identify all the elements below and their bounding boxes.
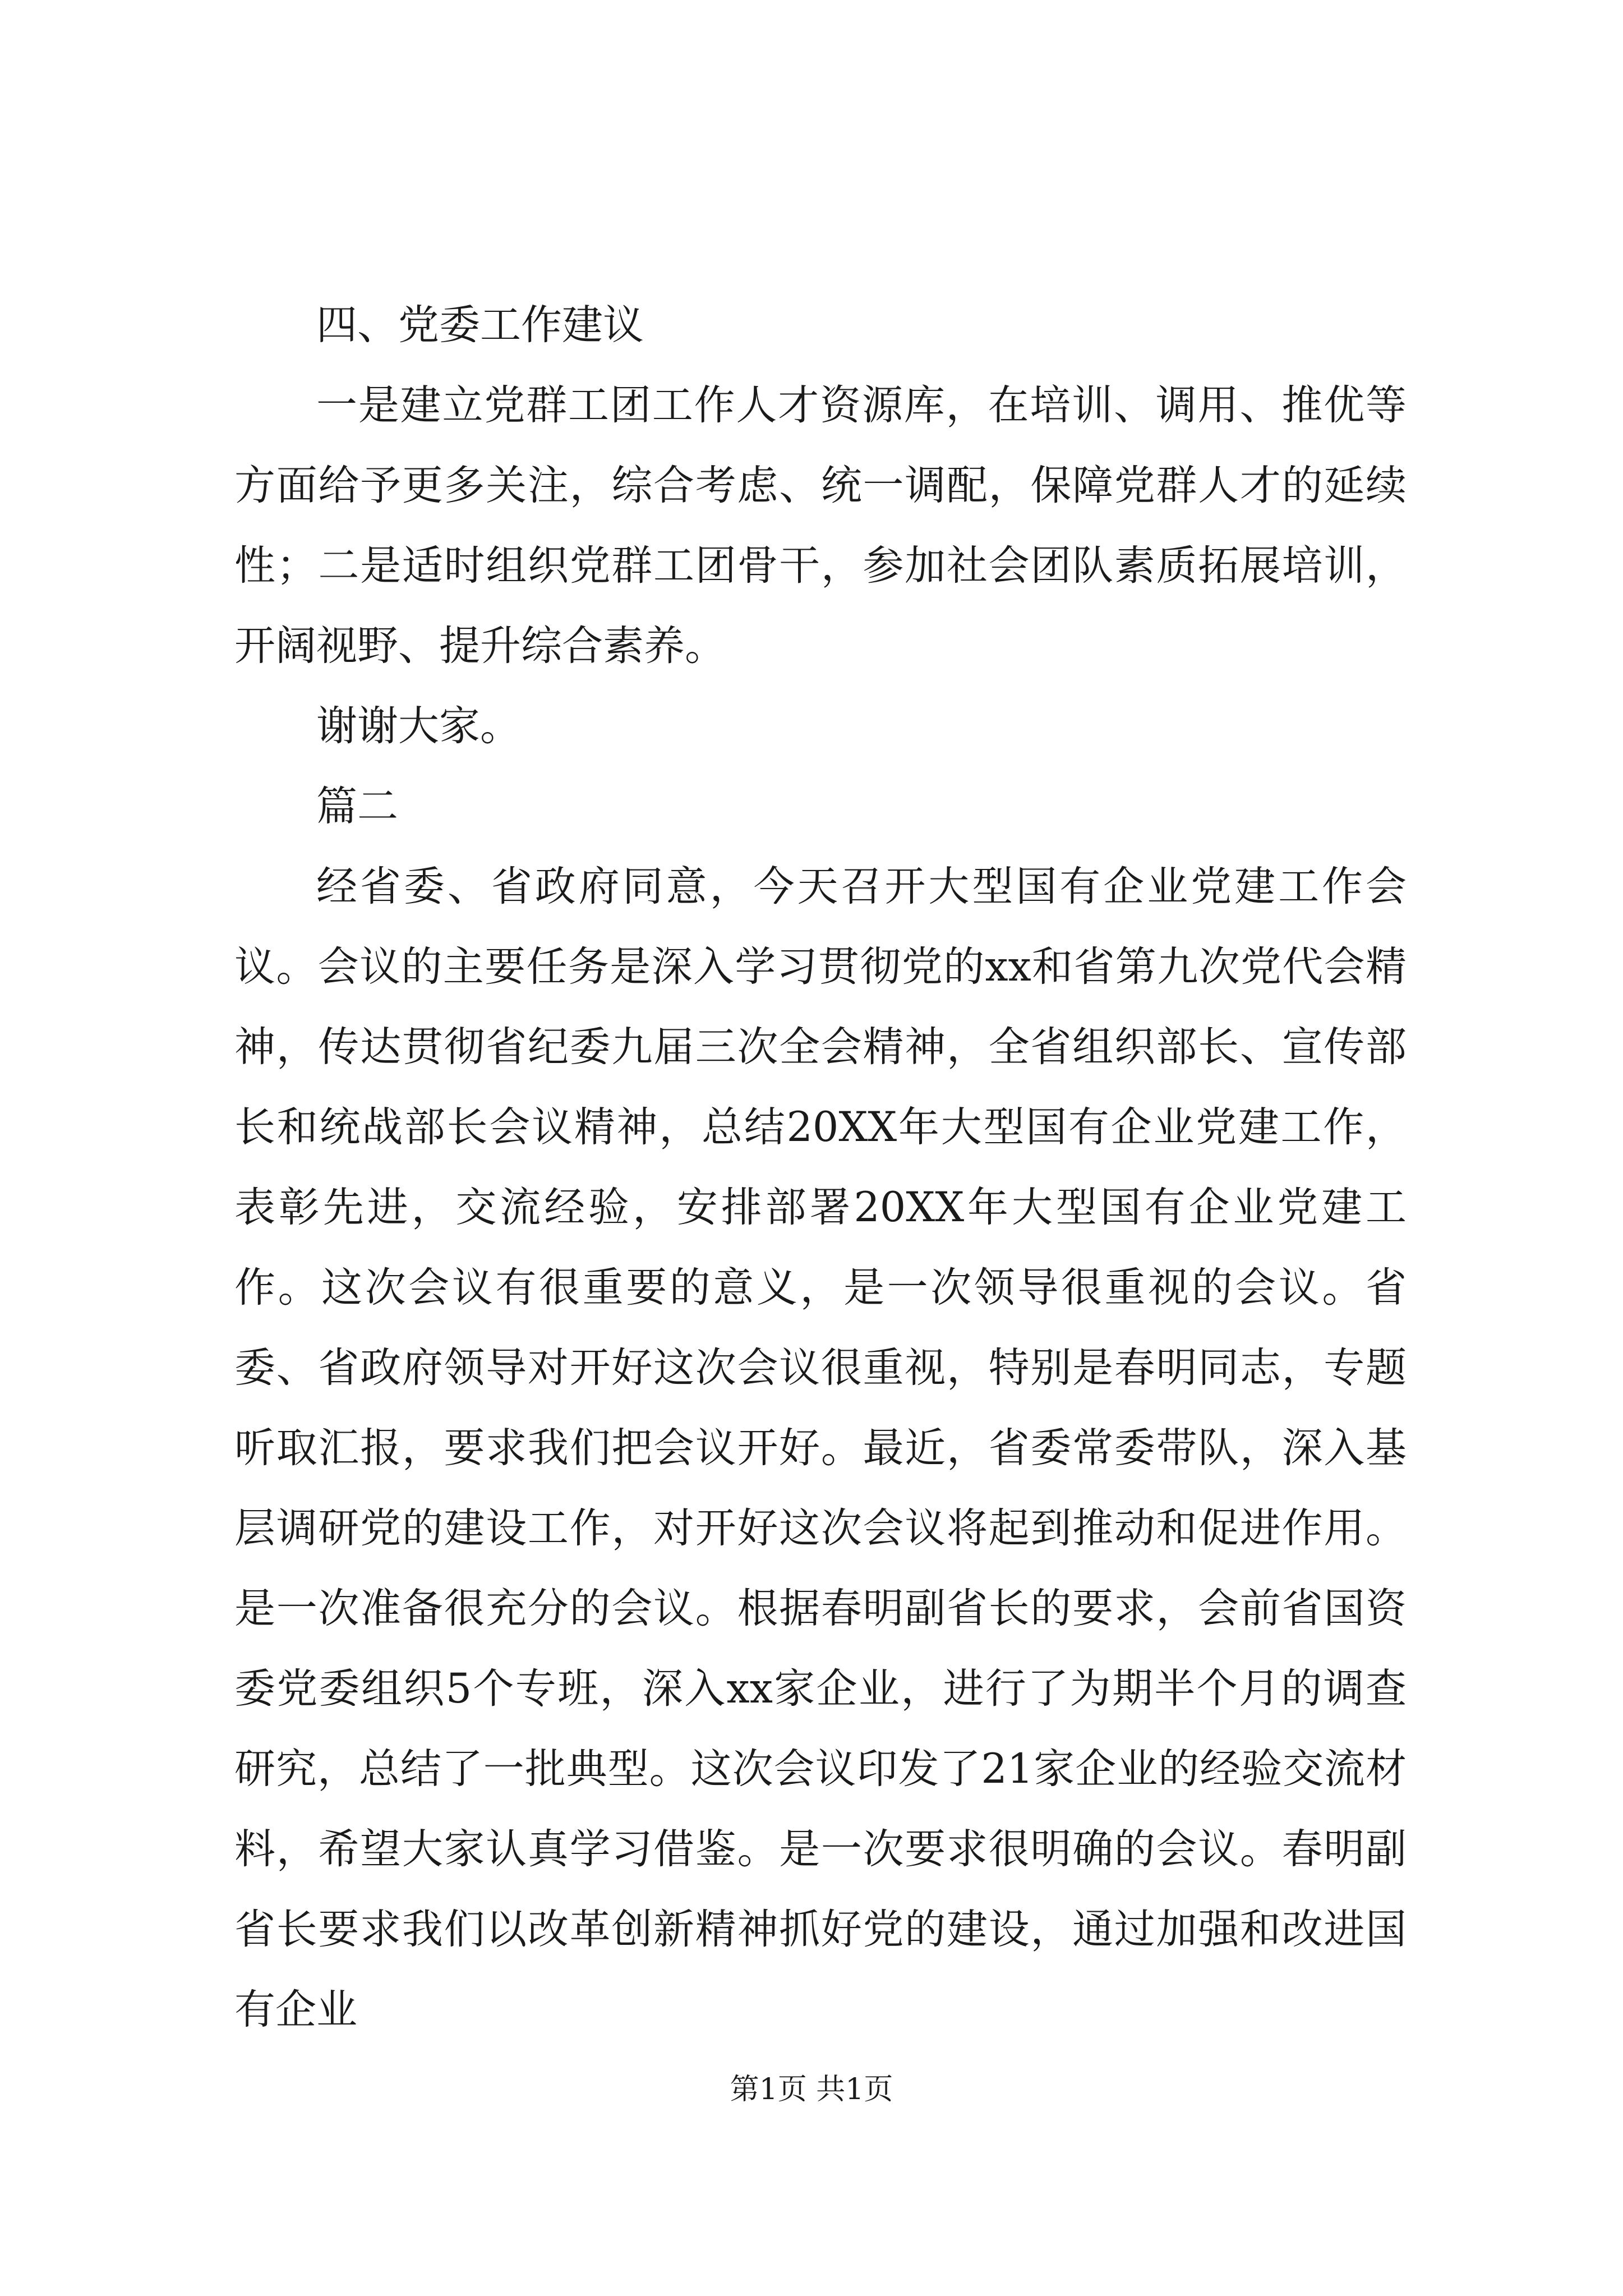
body-paragraph: 一是建立党群工团工作人才资源库，在培训、调用、推优等方面给予更多关注，综合考虑、统一调配，保障党群人才的延续性；二是适时组织党群工团骨干，参加社会团队素质拓展培训，开阔视野、提升综合素养。 bbox=[234, 381, 1407, 670]
document-body bbox=[234, 285, 1407, 2050]
section-heading: 四、党委工作建议 bbox=[316, 301, 644, 349]
body-paragraph: 经省委、省政府同意，今天召开大型国有企业党建工作会议。会议的主要任务是深入学习贯彻党的xx和省第九次党代会精神，传达贯彻省纪委九届三次全会精神，全省组织部长、宣传部长和统战部长会议精神，总结20XX年大型国有企业党建工作，表彰先进，交流经验，安排部署20XX年大型国有企业党建工作。这次会议有很重要的意义，是一次领导很重视的会议。省委、省政府领导对开好这次会议很重视，特别是春明同志，专题听取汇报，要求我们把会议开好。最近，省委常委带队，深入基层调研党的建设工作，对开好这次会议将起到推动和促进作用。是一次准备很充分的会议。根据春明副省长的要求，会前省国资委党委组织5个专班，深入xx家企业，进行了为期半个月的调查研究，总结了一批典型。这次会议印发了21家企业的经验交流材料，希望大家认真学习借鉴。是一次要求很明确的会议。春明副省长要求我们以改革创新精神抓好党的建设，通过加强和改进国有企业 bbox=[234, 863, 1407, 2033]
part-heading: 篇二 bbox=[316, 783, 398, 830]
closing-line: 谢谢大家。 bbox=[316, 702, 521, 750]
page-footer: 第1页 共1页 bbox=[730, 2073, 893, 2106]
